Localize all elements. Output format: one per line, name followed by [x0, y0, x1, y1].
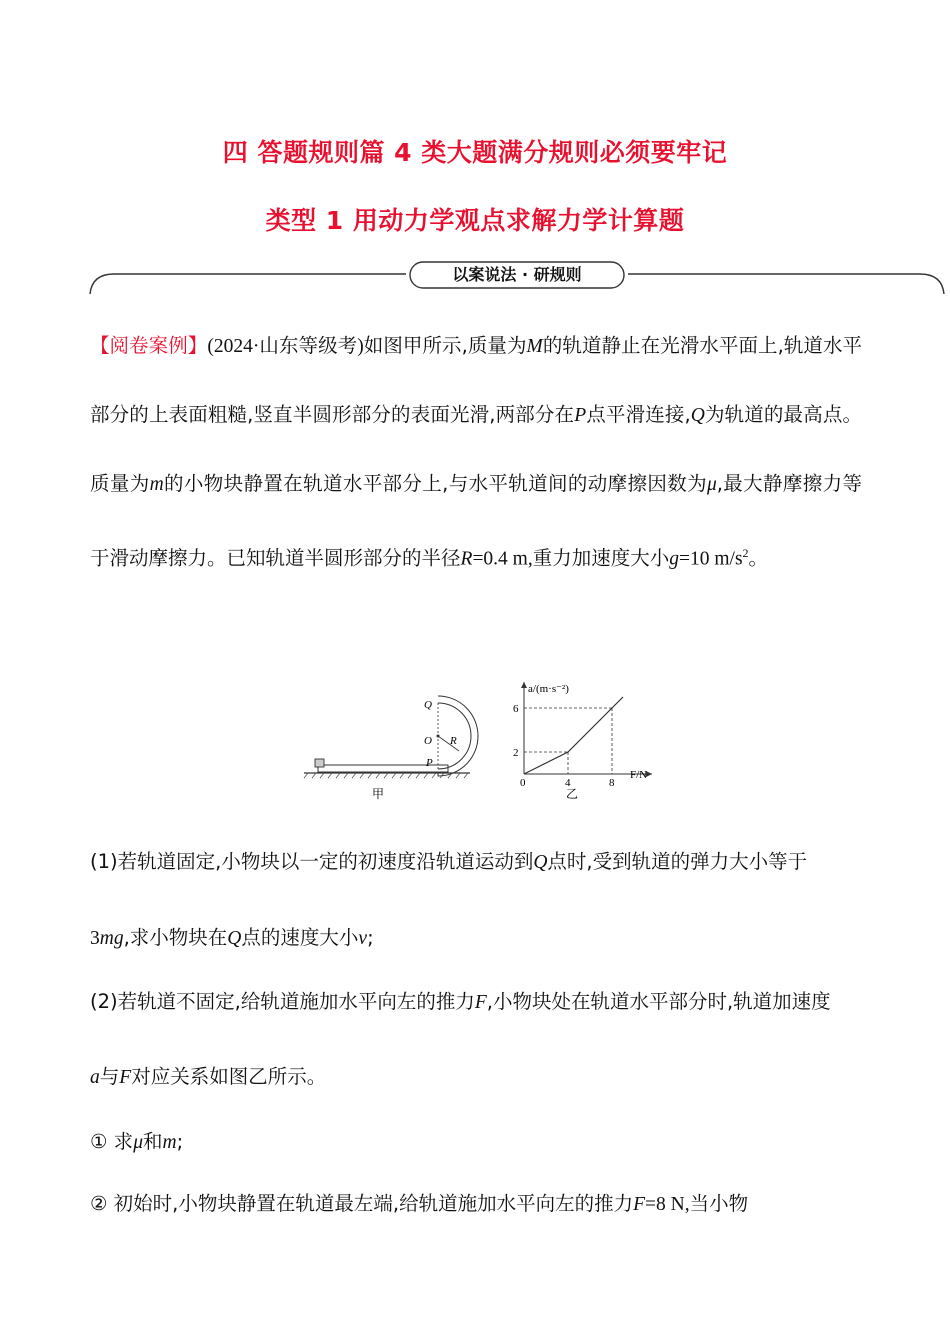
- question-2-line-2: a与F对应关系如图乙所示。: [90, 1065, 327, 1088]
- acceleration-force-graph: [513, 682, 652, 801]
- svg-text:P: P: [426, 757, 433, 769]
- y-tick-label-2: 2: [513, 747, 519, 759]
- figure-jia-yi: [300, 674, 660, 804]
- question-2-1: ① 求μ和m;: [90, 1130, 184, 1153]
- question-1-line-1: (1)若轨道固定,小物块以一定的初速度沿轨道运动到Q点时,受到轨道的弹力大小等于: [90, 850, 808, 873]
- origin-label: 0: [520, 777, 526, 789]
- svg-text:O: O: [424, 735, 432, 747]
- x-axis-label: F/N: [630, 769, 648, 781]
- x-tick-label-4: 4: [565, 777, 571, 789]
- type-title: 类型 1 用动力学观点求解力学计算题: [265, 206, 685, 235]
- block: [315, 759, 324, 767]
- svg-text:R: R: [450, 735, 457, 747]
- y-tick-label-6: 6: [513, 703, 519, 715]
- case-tag: 【阅卷案例】: [90, 334, 208, 357]
- question-1-line-2: 3mg,求小物块在Q点的速度大小v;: [90, 926, 374, 949]
- caption-yi: 乙: [566, 787, 579, 801]
- banner-label: 以案说法 · 研规则: [452, 265, 582, 284]
- track-diagram: [304, 696, 478, 801]
- x-tick-label-8: 8: [609, 777, 615, 789]
- y-axis-label: a/(m·s⁻²): [528, 683, 569, 695]
- caption-jia: 甲: [372, 787, 385, 801]
- case-paragraph: 【阅卷案例】(2024·山东等级考)如图甲所示,质量为M的轨道静止在光滑水平面上,轨道水平部分的上表面粗糙,竖直半圆形部分的表面光滑,两部分在P点平滑连接,Q为轨道的最高点。质量为m的小物块静置在轨道水平部分上,与水平轨道间的动摩擦因数为μ,最大静摩擦力等于滑动摩擦力。已知轨道半圆形部分的半径R=0.4 m,重力加速度大小g=10 $m/s^2$。: [90, 334, 863, 570]
- question-2-line-1: (2)若轨道不固定,给轨道施加水平向左的推力F,小物块处在轨道水平部分时,轨道加速度: [90, 990, 831, 1013]
- question-2-2: ② 初始时,小物块静置在轨道最左端,给轨道施加水平向左的推力F=8 N,当小物: [90, 1192, 749, 1215]
- series-line: [524, 697, 623, 774]
- svg-text:Q: Q: [424, 699, 432, 711]
- section-title: 四 答题规则篇 4 类大题满分规则必须要牢记: [222, 138, 728, 167]
